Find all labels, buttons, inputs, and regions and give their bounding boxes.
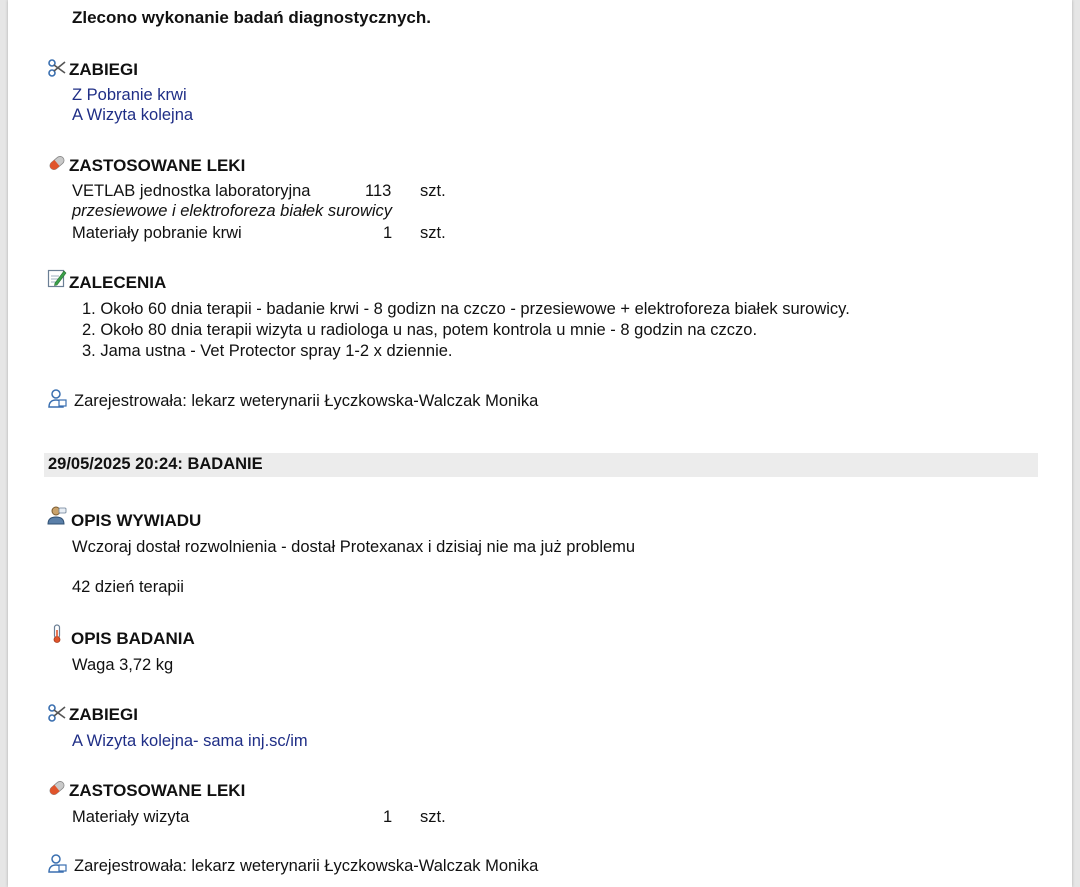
visit-header-bar	[44, 453, 1038, 477]
diagnostic-order-note: Zlecono wykonanie badań diagnostycznych.	[72, 8, 431, 27]
medications-heading: ZASTOSOWANE LEKI	[69, 156, 246, 175]
pencil-notepad-icon	[47, 268, 67, 288]
medication-unit: szt.	[420, 224, 446, 242]
interview-text: 42 dzień terapii	[72, 578, 184, 596]
medication-quantity: 113	[365, 182, 392, 200]
medication-name: Materiały pobranie krwi	[72, 224, 242, 242]
procedure-item[interactable]: Z Pobranie krwi	[72, 86, 187, 104]
medical-record-page	[8, 0, 1072, 887]
examination-text: Waga 3,72 kg	[72, 656, 174, 674]
procedure-item[interactable]: A Wizyta kolejna	[72, 106, 194, 124]
registered-by: Zarejestrowała: lekarz weterynarii Łyczkowska-Walczak Monika	[74, 857, 539, 875]
medication-unit: szt.	[420, 808, 446, 826]
medication-quantity: 1	[383, 808, 393, 826]
medication-quantity: 1	[383, 224, 393, 242]
medications-heading: ZASTOSOWANE LEKI	[69, 781, 246, 800]
recommendation-item: 3. Jama ustna - Vet Protector spray 1-2 x dziennie.	[82, 342, 453, 360]
recommendation-item: 1. Około 60 dnia terapii - badanie krwi - 8 godizn na czczo - przesiewowe + elektroforeza białek surowicy.	[82, 300, 850, 318]
interview-user-icon	[47, 505, 67, 525]
user-icon	[47, 853, 67, 873]
thermometer-icon	[50, 624, 64, 644]
examination-heading: OPIS BADANIA	[71, 629, 195, 648]
medication-note: przesiewowe i elektroforeza białek surowicy	[72, 202, 393, 220]
registered-by: Zarejestrowała: lekarz weterynarii Łyczkowska-Walczak Monika	[74, 392, 539, 410]
medication-name: Materiały wizyta	[72, 808, 190, 826]
pill-icon	[47, 153, 67, 173]
scissors-icon	[47, 58, 67, 78]
scissors-icon	[47, 703, 67, 723]
procedures-heading: ZABIEGI	[69, 60, 138, 79]
recommendation-item: 2. Około 80 dnia terapii wizyta u radiologa u nas, potem kontrola u mnie - 8 godzin na czczo.	[82, 321, 758, 339]
interview-heading: OPIS WYWIADU	[71, 511, 202, 530]
visit-date-type: 29/05/2025 20:24: BADANIE	[48, 455, 263, 473]
medication-unit: szt.	[420, 182, 446, 200]
pill-icon	[47, 778, 67, 798]
procedure-item[interactable]: A Wizyta kolejna- sama inj.sc/im	[72, 732, 308, 750]
procedures-heading: ZABIEGI	[69, 705, 138, 724]
recommendations-heading: ZALECENIA	[69, 273, 167, 292]
medication-name: VETLAB jednostka laboratoryjna	[72, 182, 311, 200]
user-icon	[47, 388, 67, 408]
interview-text: Wczoraj dostał rozwolnienia - dostał Protexanax i dzisiaj nie ma już problemu	[72, 538, 636, 556]
